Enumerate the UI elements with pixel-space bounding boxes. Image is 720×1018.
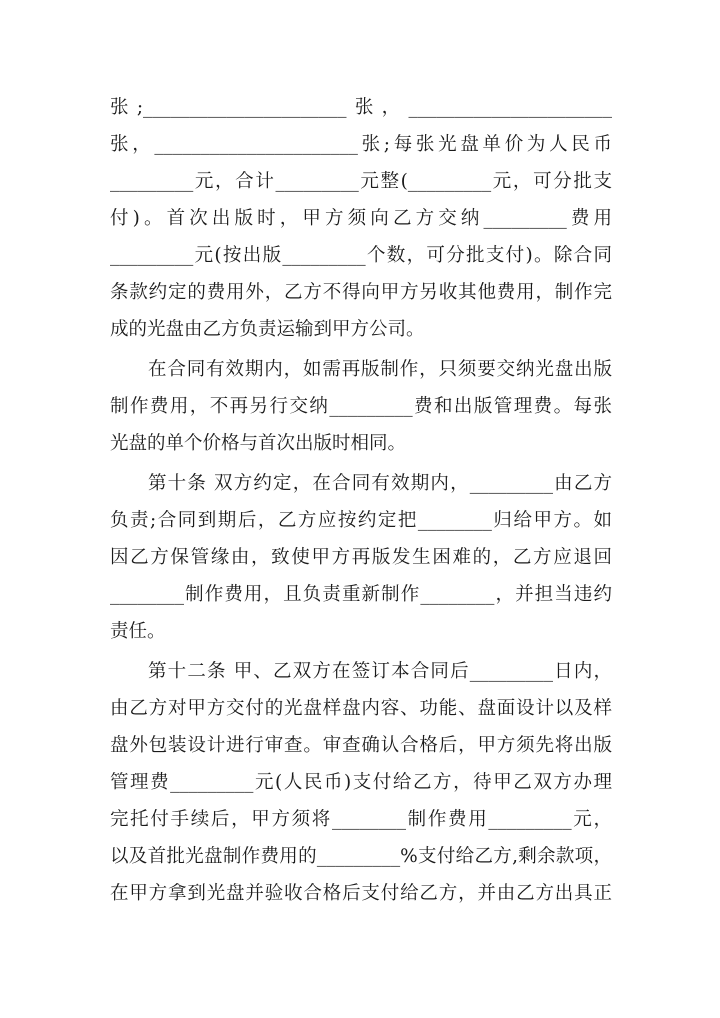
text-line: _________元(按出版_________个数，可分批支付)。除合同 <box>110 245 612 266</box>
text-line: _________元，合计_________元整(_________元，可分批支 <box>110 171 612 192</box>
text-line: 管理费_________元(人民币)支付给乙方，待甲乙双方办理 <box>110 772 612 793</box>
text-line: 负责;合同到期后，乙方应按约定把________归给甲方。如 <box>110 510 612 531</box>
text-line: 光盘的单个价格与首次出版时相同。 <box>110 433 407 454</box>
text-line: 条款约定的费用外，乙方不得向甲方另收其他费用，制作完 <box>110 282 612 303</box>
text-line: 付)。首次出版时，甲方须向乙方交纳_________费用 <box>110 208 612 229</box>
text-line: 盘外包装设计进行审查。审查确认合格后，甲方须先将出版 <box>110 735 612 756</box>
article-12-heading-line: 第十二条 甲、乙双方在签订本合同后_________日内， <box>148 661 612 682</box>
article-10-heading-line: 第十条 双方约定，在合同有效期内，_________由乙方 <box>148 473 612 494</box>
text-line: 以及首批光盘制作费用的_________%支付给乙方,剩余款项， <box>110 846 612 867</box>
text-line: 张，______________________张;每张光盘单价为人民币 <box>110 134 612 155</box>
text-line: 由乙方对甲方交付的光盘样盘内容、功能、盘面设计以及样 <box>110 698 612 719</box>
text-line: 完托付手续后，甲方须将________制作费用_________元， <box>110 809 612 830</box>
text-line: 责任。 <box>110 621 166 642</box>
paragraph-first-line: 在合同有效期内，如需再版制作，只须要交纳光盘出版 <box>148 359 612 380</box>
text-line: 张;______________________张，______________________ <box>110 97 612 118</box>
text-line: ________制作费用，且负责重新制作________，并担当违约 <box>110 584 612 605</box>
text-line: 制作费用，不再另行交纳_________费和出版管理费。每张 <box>110 396 612 417</box>
text-line: 在甲方拿到光盘并验收合格后支付给乙方，并由乙方出具正 <box>110 883 612 904</box>
text-line: 成的光盘由乙方负责运输到甲方公司。 <box>110 319 425 340</box>
text-line: 因乙方保管缘由，致使甲方再版发生困难的，乙方应退回 <box>110 547 612 568</box>
